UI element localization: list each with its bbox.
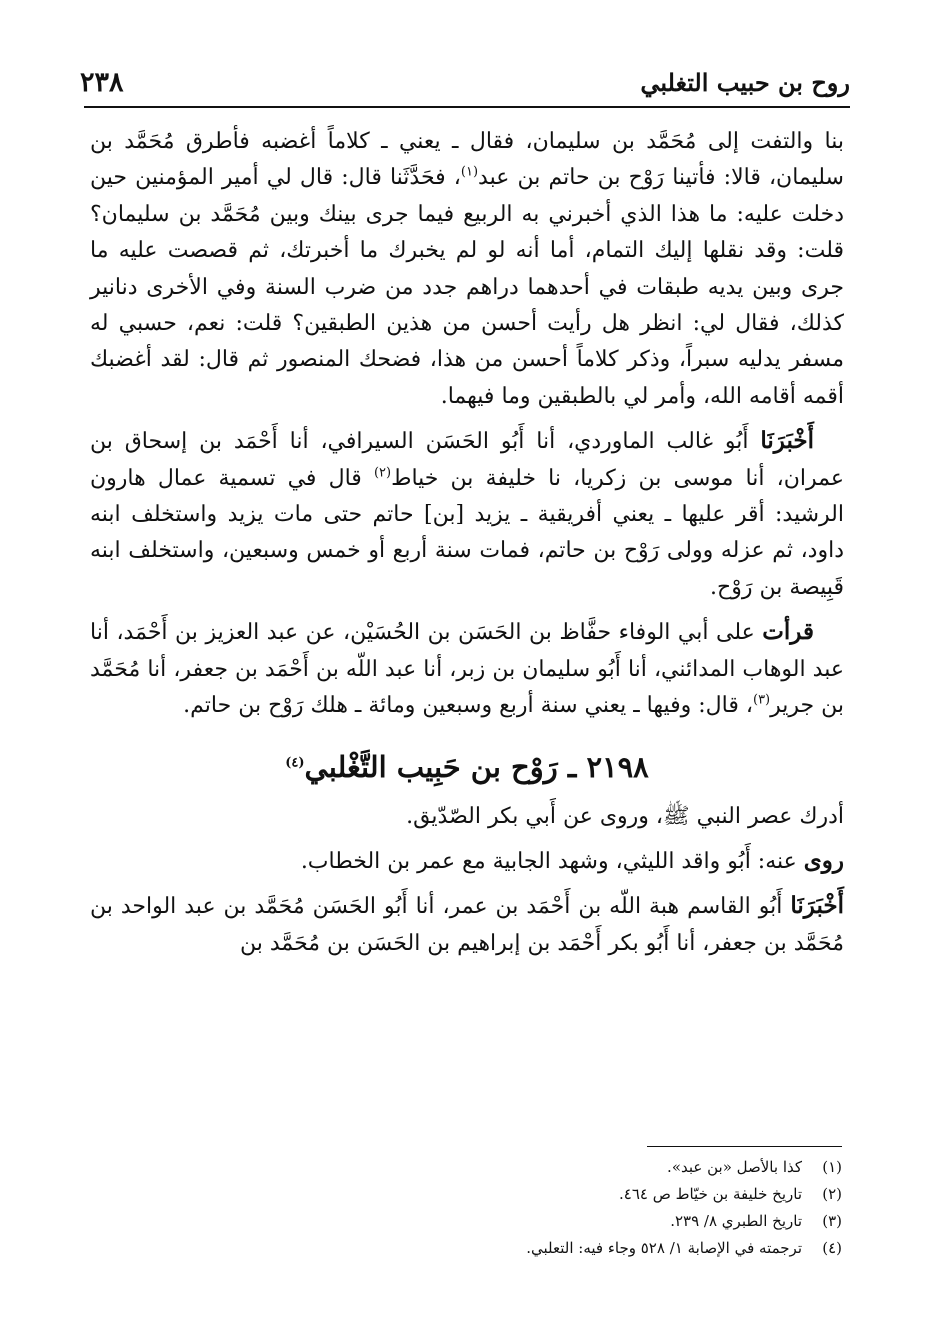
footnote-number: (٣): [822, 1212, 842, 1230]
body-text: [90, 124, 844, 970]
footnote-text: تاريخ الطبري ٨/ ٢٣٩.: [670, 1212, 802, 1230]
footnote-number: (١): [822, 1158, 842, 1176]
footnote-ref-3: (٣): [752, 692, 771, 708]
page-number: ٢٣٨: [80, 66, 124, 98]
footnote-number: (٢): [822, 1185, 842, 1203]
paragraph-3-keyword: قرأت: [762, 618, 814, 646]
paragraph-5-text: عنه: أَبُو واقد الليثي، وشهد الجابية مع عمر بن الخطاب.: [300, 848, 804, 874]
footnote-2: [90, 1181, 842, 1208]
paragraph-2: [90, 423, 844, 606]
paragraph-1: [90, 124, 844, 415]
footnote-text: ترجمته في الإصابة ١/ ٥٢٨ وجاء فيه: التعلبي.: [526, 1239, 802, 1257]
paragraph-4-text: أدرك عصر النبي ﷺ، وروى عن أَبي بكر الصّدّيق.: [406, 803, 844, 829]
entry-heading-text: ٢١٩٨ ـ رَوْح بن حَبِيب التَّغْلبي: [304, 749, 649, 784]
paragraph-2-text: أَبُو غالب الماوردي، أنا أَبُو الحَسَن السيرافي، أنا أَحْمَد بن إسحاق بن عمران، أنا موسى بن زكريا، نا خليفة بن خياط: [90, 429, 844, 491]
header-rule: [84, 106, 850, 108]
paragraph-5: [90, 843, 844, 880]
paragraph-6-keyword: أَخْبَرَنَا: [790, 892, 844, 920]
footnote-text: تاريخ خليفة بن خيّاط ص ٤٦٤.: [618, 1185, 802, 1203]
footnote-ref-1: (١): [460, 165, 479, 181]
paragraph-2-text-cont: قال في تسمية عمال هارون الرشيد: أقر عليها ـ يعني أفريقية ـ يزيد [بن] حاتم حتى مات يزيد واستخلف ابنه داود، ثم عزله وولى رَوْح بن حاتم، فمات سنة أربع أو خمس وسبعين، واستخلف ابنه قَبِيصة بن رَوْح.: [90, 465, 844, 600]
running-head: [80, 62, 850, 102]
footnote-ref-4: (٤): [285, 754, 305, 770]
paragraph-3: [90, 614, 844, 724]
footnote-number: (٤): [822, 1239, 842, 1257]
paragraph-6-text: أَبُو القاسم هبة اللّه بن أَحْمَد بن عمر، أنا أَبُو الحَسَن مُحَمَّد بن عبد الواحد بن مُحَمَّد بن جعفر، أنا أَبُو بكر أَحْمَد بن إبراهيم بن الحَسَن بن مُحَمَّد بن: [90, 894, 844, 956]
paragraph-6: [90, 888, 844, 962]
paragraph-1-text: بنا والتفت إلى مُحَمَّد بن سليمان، فقال ـ يعني ـ كلاماً أغضبه فأطرق مُحَمَّد بن سليمان، قالا: فأتينا رَوْح بن حاتم بن عبد: [90, 129, 844, 191]
footnote-text: كذا بالأصل «بن عبد».: [667, 1158, 802, 1176]
footnote-ref-2: (٢): [373, 465, 392, 481]
paragraph-2-keyword: أَخْبَرَنَا: [760, 427, 814, 455]
paragraph-4: [90, 799, 844, 835]
footnote-1: [90, 1154, 842, 1181]
footnote-4: [90, 1235, 842, 1262]
paragraph-3-text-cont: ، قال: وفيها ـ يعني سنة أربع وسبعين ومائة ـ هلك رَوْح بن حاتم.: [183, 693, 753, 719]
footnotes: [90, 1154, 842, 1262]
footnote-3: [90, 1208, 842, 1235]
paragraph-3-text: على أبي الوفاء حفَّاظ بن الحَسَن بن الحُسَيْن، عن عبد العزيز بن أَحْمَد، أنا عبد الوهاب المدائني، أنا أَبُو سليمان بن زبر، أنا عبد اللّه بن أَحْمَد بن جعفر، أنا مُحَمَّد بن جرير: [90, 620, 844, 719]
footnote-rule: [647, 1146, 842, 1147]
running-title: روح بن حبيب التغلبي: [640, 67, 850, 97]
entry-heading: [90, 745, 844, 789]
paragraph-5-keyword: روى: [803, 846, 844, 874]
paragraph-1-text-cont: ، فحَدَّثَنا قال: قال لي أمير المؤمنين حين دخلت عليه: ما هذا الذي أخبرني به الربيع فيما جرى بينك وبين مُحَمَّد بن سليمان؟ قلت: وقد نقلها إليك التمام، أما أنه لو لم يخبرك ما أخبرتك، ثم قصصت عليه ما جرى وبين يديه طبقات في أحدهما دراهم جدد من ضرب السنة وفي الأخرى دنانير كذلك، فقال لي: انظر هل رأيت أحسن من هذين الطبقين؟ قلت: نعم، حسبي له مسفر يدليه سبراً، وذكر كلاماً أحسن من هذا، فضحك المنصور ثم قال: لقد أغضبك أقمه أقامه الله، وأمر لي بالطبقين وما فيهما.: [90, 165, 844, 409]
